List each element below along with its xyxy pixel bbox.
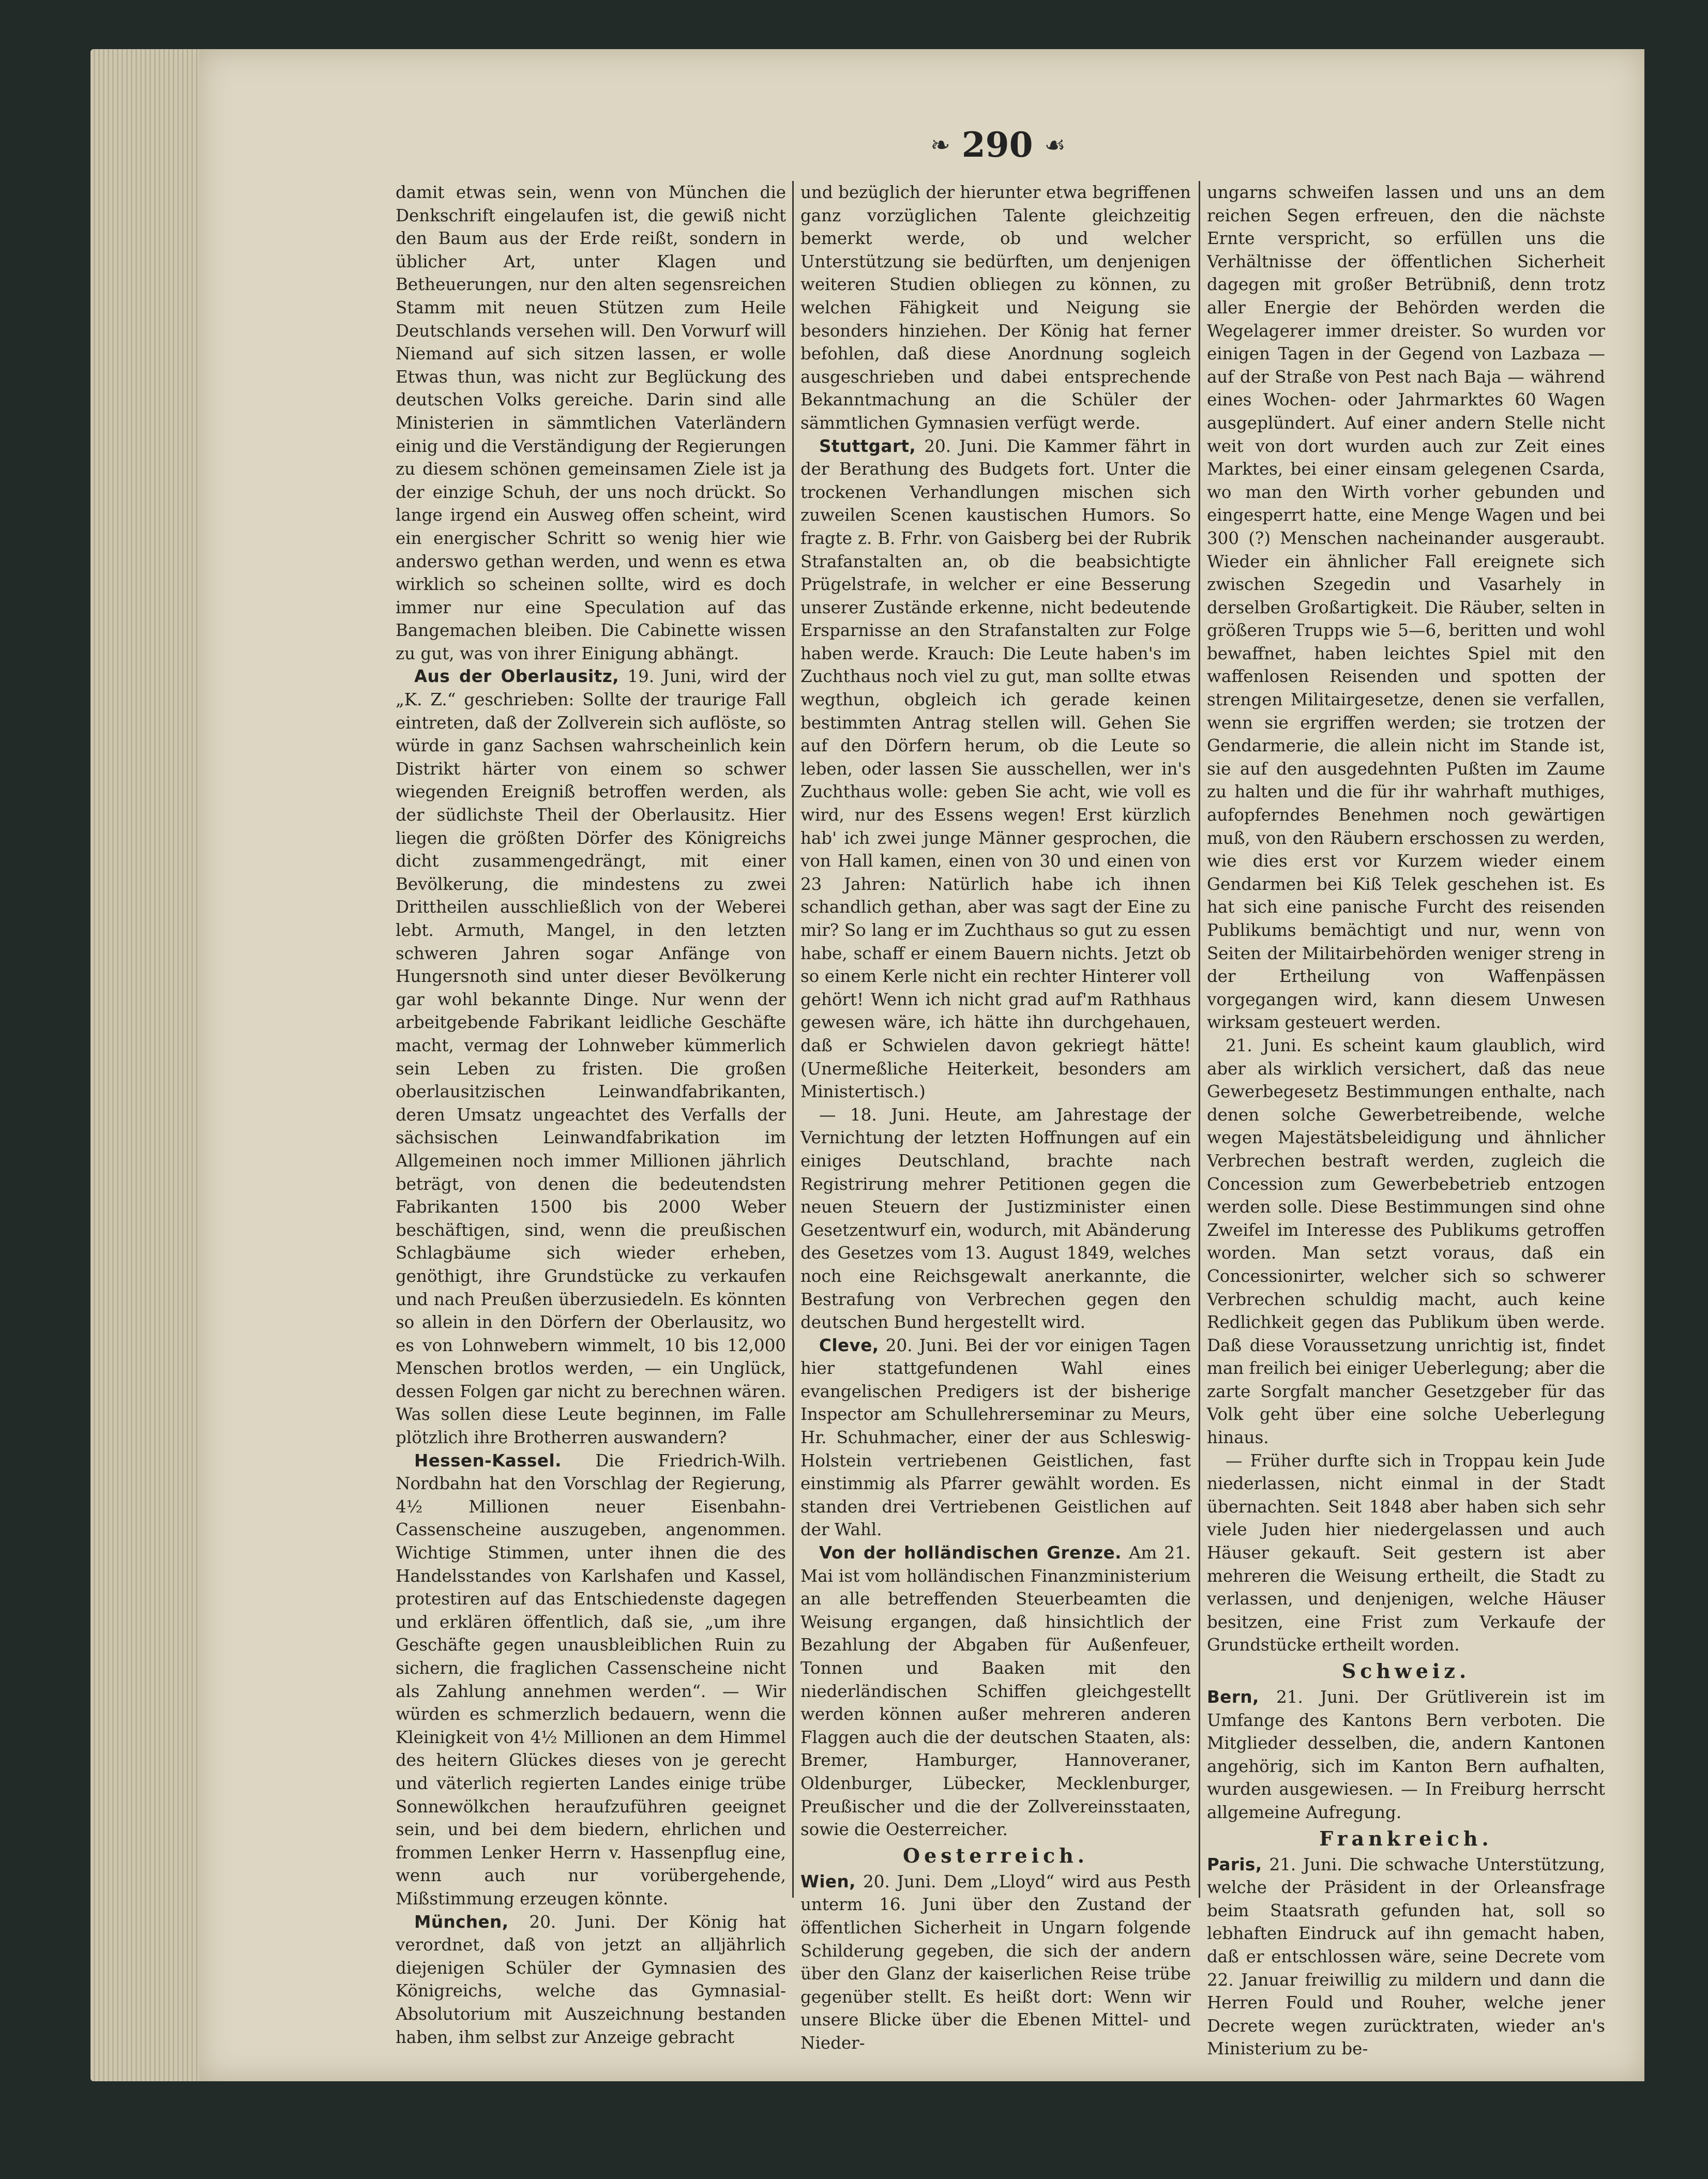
article-text: 21. Juni. Der Grütliverein ist im Umfange des Kantons Bern verboten. Die Mitglieder desselben, die, andern Kantonen angehörig, sich im Kanton Bern aufhalten, wurden ausgewiesen. — In Freiburg herrscht allgemeine Aufregung. [1207,1687,1605,1822]
column-left [396,181,786,2047]
article [800,1870,1191,2055]
column-right [1207,181,1605,2059]
dateline-bern: Bern, [1207,1687,1259,1707]
article [396,1449,786,1911]
dateline-hessen-kassel: Hessen-Kassel. [414,1450,562,1471]
paragraph: 21. Juni. Es scheint kaum glaublich, wird aber als wirklich versichert, daß das neue Gewerbegesetz Bestimmungen enthalte, nach denen solche Gewerbetreibende, welche wegen Majestätsbeleidigung und ähnlicher Verbrechen bestraft werden, zugleich die Concession zum Gewerbebetrieb entzogen werden solle. Diese Bestimmungen sind ohne Zweifel im Interesse des Publikums getroffen worden. Man setzt voraus, daß ein Concessionirter, welcher sich so schwerer Verbrechen schuldig macht, auch keine Redlichkeit gegen das Publikum üben werde. Daß diese Voraussetzung unrichtig ist, findet man freilich bei einiger Ueberlegung; aber die zarte Sorgfalt mancher Gesetzgeber für das Volk geht über eine solche Ueberlegung hinaus. [1207,1035,1605,1448]
article-text: Am 21. Mai ist vom holländischen Finanzministerium an alle betreffenden Steuerbeamten die Weisung ergangen, daß hinsichtlich der Bezahlung der Abgaben für Außenfeuer, Tonnen und Baaken mit den niederländischen Schiffen gleichgestellt werden können außer mehreren anderen Flaggen auch die der deutschen Staaten, als: Bremer, Hamburger, Hannoveraner, Oldenburger, Lübecker, Mecklenburger, Preußischer und die der Zollvereinsstaaten, sowie die Oesterreicher. [800,1543,1191,1840]
article [800,1541,1191,1841]
section-title-frankreich: Frankreich. [1319,1826,1493,1850]
dateline-oberlausitz: Aus der Oberlausitz, [414,667,619,687]
section-title-oesterreich: Oesterreich. [902,1843,1089,1867]
article [1207,1686,1605,1824]
ornament-right-icon: ☙ [1044,131,1066,159]
dateline-muenchen: München, [414,1912,509,1932]
column-divider [1199,181,1200,1898]
section-title-schweiz: Schweiz. [1341,1659,1471,1683]
article-text: 20. Juni. Die Kammer fährt in der Berathung des Budgets fort. Unter die trockenen Verhandlungen mischen sich zuweilen Scenen kaustischen Humors. So fragte z. B. Frhr. von Gaisberg bei der Rubrik Strafanstalten an, ob die beabsichtigte Prügelstrafe, in welcher er eine Besserung unserer Zustände erkenne, nicht bedeutende Ersparnisse an den Strafanstalten zur Folge haben werde. Krauch: Die Leute haben's im Zuchthaus noch viel zu gut, man sollte etwas wegthun, obgleich ich gerade keinen bestimmten Antrag stellen will. Gehen Sie auf den Dörfern herum, ob die Leute so leben, oder lassen Sie ausschellen, wer in's Zuchthaus wolle: geben Sie acht, wie voll es wird, nur des Essens wegen! Erst kürzlich hab' ich zwei junge Männer gesprochen, die von Hall kamen, einen von 30 und einen von 23 Jahren: Natürlich habe ich ihnen schandlich gethan, aber was sagt der Eine zu mir? So lang er im Zuchthaus so gut zu essen habe, schaff er einem Bauern nichts. Jetzt ob so einem Kerle nicht ein rechter Hinterer voll gehört! Wenn ich nicht grad auf'm Rathhaus gewesen wäre, ich hätte ihn durchgehauen, daß er Schwielen davon gekriegt hätte! (Unermeßliche Heiterkeit, besonders am Ministertisch.) [800,436,1191,1102]
ornament-left-icon: ❧ [930,131,950,159]
dateline-holland-grenze: Von der holländischen Grenze. [819,1543,1122,1563]
article-text: 20. Juni. Bei der vor einigen Tagen hier stattgefundenen Wahl eines evangelischen Predigers ist der bisherige Inspector am Schullehrerseminar zu Meurs, Hr. Schuhmacher, einer der aus Schleswig-Holstein vertriebenen Geistlichen, fast einstimmig als Pfarrer gewählt worden. Es standen drei Vertriebenen Geistlichen auf der Wahl. [800,1335,1191,1540]
paragraph: ungarns schweifen lassen und uns an dem reichen Segen erfreuen, den die nächste Ernte verspricht, so erfüllen uns die Verhältnisse der öffentlichen Sicherheit dagegen mit großer Betrübniß, denn trotz aller Energie der Behörden werden die Wegelagerer immer dreister. So wurden vor einigen Tagen in der Gegend von Lazbaza — auf der Straße von Pest nach Baja — während eines Wochen- oder Jahrmarktes 60 Wagen ausgeplündert. Auf einer andern Stelle nicht weit von dort wurden auch zur Zeit eines Marktes, bei einer einsam gelegenen Csarda, wo man den Wirth vorher gebunden und eingesperrt hatte, eine Menge Wagen und bei 300 (?) Menschen nacheinander ausgeraubt. Wieder ein ähnlicher Fall ereignete sich zwischen Szegedin und Vasarhely in derselben Großartigkeit. Die Räuber, selten in größeren Trupps wie 5—6, beritten und wohl bewaffnet, haben leichtes Spiel mit den waffenlosen Reisenden und spotten der strengen Militairgesetze, denen sie verfallen, wenn sie ergriffen werden; sie trotzen der Gendarmerie, die allein nicht im Stande ist, sie auf den ausgedehnten Pußten im Zaume zu halten und die für ihr wahrhaft muthiges, aufopferndes Benehmen noch gewärtigen muß, von den Räubern erschossen zu werden, wie dies erst vor Kurzem wieder einem Gendarmen bei Kiß Telek geschehen ist. Es hat sich eine panische Furcht des reisenden Publikums bemächtigt und nur, wenn von Seiten der Militairbehörden weniger streng in der Ertheilung von Waffenpässen vorgegangen wird, kann diesem Unwesen wirksam gesteuert werden. [1207,183,1605,1033]
article [1207,1853,1605,2061]
article [800,435,1191,1103]
article-text: 19. Juni, wird der „K. Z.“ geschrieben: Sollte der traurige Fall eintreten, daß der Zollverein sich auflöste, so würde in ganz Sachsen wahrscheinlich kein Distrikt härter von einem so schwer wiegenden Ereigniß betroffen werden, als der südlichste Theil der Oberlausitz. Hier liegen die größten Dörfer des Königreichs dicht zusammengedrängt, mit einer Bevölkerung, die mindestens zu zwei Drittheilen ausschließlich von der Weberei lebt. Armuth, Mangel, in den letzten schweren Jahren sogar Anfänge von Hungersnoth sind unter dieser Bevölkerung gar wohl bekannte Dinge. Nur wenn der arbeitgebende Fabrikant leidliche Geschäfte macht, vermag der Lohnweber kümmerlich sein Leben zu fristen. Die großen oberlausitzischen Leinwandfabrikanten, deren Umsatz ungeachtet des Verfalls der sächsischen Leinwandfabrikation im Allgemeinen noch immer Millionen jährlich beträgt, von denen die bedeutendsten Fabrikanten 1500 bis 2000 Weber beschäftigen, sind, wenn die preußischen Schlagbäume sich wieder erheben, genöthigt, ihre Grundstücke zu verkaufen und nach Preußen überzusiedeln. Es könnten so allein in den Dörfern der Oberlausitz, wo es von Lohnwebern wimmelt, 10 bis 12,000 Menschen brotlos werden, — ein Unglück, dessen Folgen gar nicht zu berechnen wären. Was sollen diese Leute beginnen, im Falle plötzlich ihre Brotherren auswandern? [396,667,786,1448]
column-divider [792,181,794,1898]
paragraph: — 18. Juni. Heute, am Jahrestage der Vernichtung der letzten Hoffnungen auf ein einiges Deutschland, brachte nach Registrirung mehrer Petitionen gegen die neuen Steuern der Justizminister einen Gesetzentwurf ein, wodurch, mit Abänderung des Gesetzes vom 13. August 1849, welches noch eine Reichsgewalt anerkannte, die Bestrafung von Verbrechen gegen den deutschen Bund hergestellt wird. [800,1104,1191,1333]
dateline-cleve: Cleve, [819,1335,879,1355]
article [800,1334,1191,1541]
article-text: Die Friedrich-Wilh. Nordbahn hat den Vorschlag der Regierung, 4½ Millionen neuer Eisenbahn-Cassenscheine auszugeben, angenommen. Wichtige Stimmen, unter ihnen die des Handelsstandes von Karlshafen und Kassel, protestiren auf das Entschiedenste dagegen und erklären öffentlich, daß sie, „um ihre Geschäfte gegen unausbleiblichen Ruin zu sichern, die fraglichen Cassenscheine nicht als Zahlung annehmen werden“. — Wir würden es schmerzlich bedauern, wenn die Kleinigkeit von 4½ Millionen an dem Himmel des heitern Glückes dieses von je gerecht und väterlich regierten Landes einige trübe Sonnewölkchen heraufzuführen geeignet sein, und bei dem biedern, ehrlichen und frommen Lenker Herrn v. Hassenpflug eine, wenn auch nur vorübergehende, Mißstimmung erzeugen könnte. [396,1450,786,1909]
dateline-wien: Wien, [800,1871,856,1892]
article [396,665,786,1449]
article-text: 20. Juni. Der König hat verordnet, daß von jetzt an alljährlich diejenigen Schüler der Gymnasien des Königreichs, welche das Gymnasial-Absolutorium mit Auszeichnung bestanden haben, ihm selbst zur Anzeige gebracht [396,1912,786,2047]
book-page-edges [90,49,199,2081]
article-text: 21. Juni. Die schwache Unterstützung, welche der Präsident in der Orleansfrage beim Staatsrath gefunden hat, soll so lebhaften Eindruck auf ihn gemacht haben, daß er entschlossen wäre, seine Decrete vom 22. Januar freiwillig zu mildern und dann die Herren Fould und Rouher, welche jener Decrete wegen zurücktraten, wieder an's Ministerium zu be- [1207,1854,1605,2059]
column-middle [800,181,1191,2053]
article-text [1207,1449,1605,1657]
page-header [889,122,1107,168]
article-text [800,1103,1191,1334]
dateline-stuttgart: Stuttgart, [819,436,916,456]
paragraph: — Früher durfte sich in Troppau kein Jude niederlassen, nicht einmal in der Stadt übernachten. Seit 1848 aber haben sich sehr viele Juden hier niedergelassen und auch Häuser gekauft. Seit gestern ist aber mehreren die Weisung ertheilt, die Stadt zu verlassen, und denjenigen, welche Häuser besitzen, eine Frist zum Verkaufe der Grundstücke ertheilt worden. [1207,1450,1605,1655]
article [396,1911,786,2049]
dateline-paris: Paris, [1207,1854,1262,1874]
page-number: 290 [961,125,1033,165]
article-text: 20. Juni. Dem „Lloyd“ wird aus Pesth unterm 16. Juni über den Zustand der öffentlichen Sicherheit in Ungarn folgende Schilderung gegeben, die sich der andern über den Glanz der kaiserlichen Reise trübe gegenüber stellt. Es heißt dort: Wenn wir unsere Blicke über die Ebenen Mittel- und Nieder- [800,1871,1191,2053]
article-text [396,181,786,665]
article-text [800,181,1191,435]
paragraph: damit etwas sein, wenn von München die Denkschrift eingelaufen ist, die gewiß nicht den Baum aus der Erde reißt, sondern in üblicher Art, unter Klagen und Betheuerungen, nur den alten segensreichen Stamm mit neuen Stützen zum Heile Deutschlands versehen will. Den Vorwurf will Niemand auf sich sitzen lassen, er wolle Etwas thun, was nicht zur Beglückung des deutschen Volks gereiche. Darin sind alle Ministerien in sämmtlichen Vaterländern einig und die Verständigung der Regierungen zu diesem schönen gemeinsamen Ziele ist ja der einzige Schuh, der uns noch drückt. So lange irgend ein Ausweg offen scheint, wird ein energischer Schritt so wenig hier wie anderswo gethan werden, und wenn es etwa wirklich so scheinen sollte, wird es doch immer nur eine Speculation auf das Bangemachen bleiben. Die Cabinette wissen zu gut, was von ihrer Einigung abhängt. [396,183,786,663]
article-text [1207,1034,1605,1449]
paragraph: und bezüglich der hierunter etwa begriffenen ganz vorzüglichen Talente gleichzeitig bemerkt werde, ob und welcher Unterstützung sie bedürften, um denjenigen weiteren Studien obliegen zu können, zu welchen Fähigkeit und Neigung sie besonders hinziehen. Der König hat ferner befohlen, daß diese Anordnung sogleich ausgeschrieben und dabei entsprechende Bekanntmachung an die Schüler der sämmtlichen Gymnasien verfügt werde. [800,183,1191,433]
article-text [1207,181,1605,1034]
